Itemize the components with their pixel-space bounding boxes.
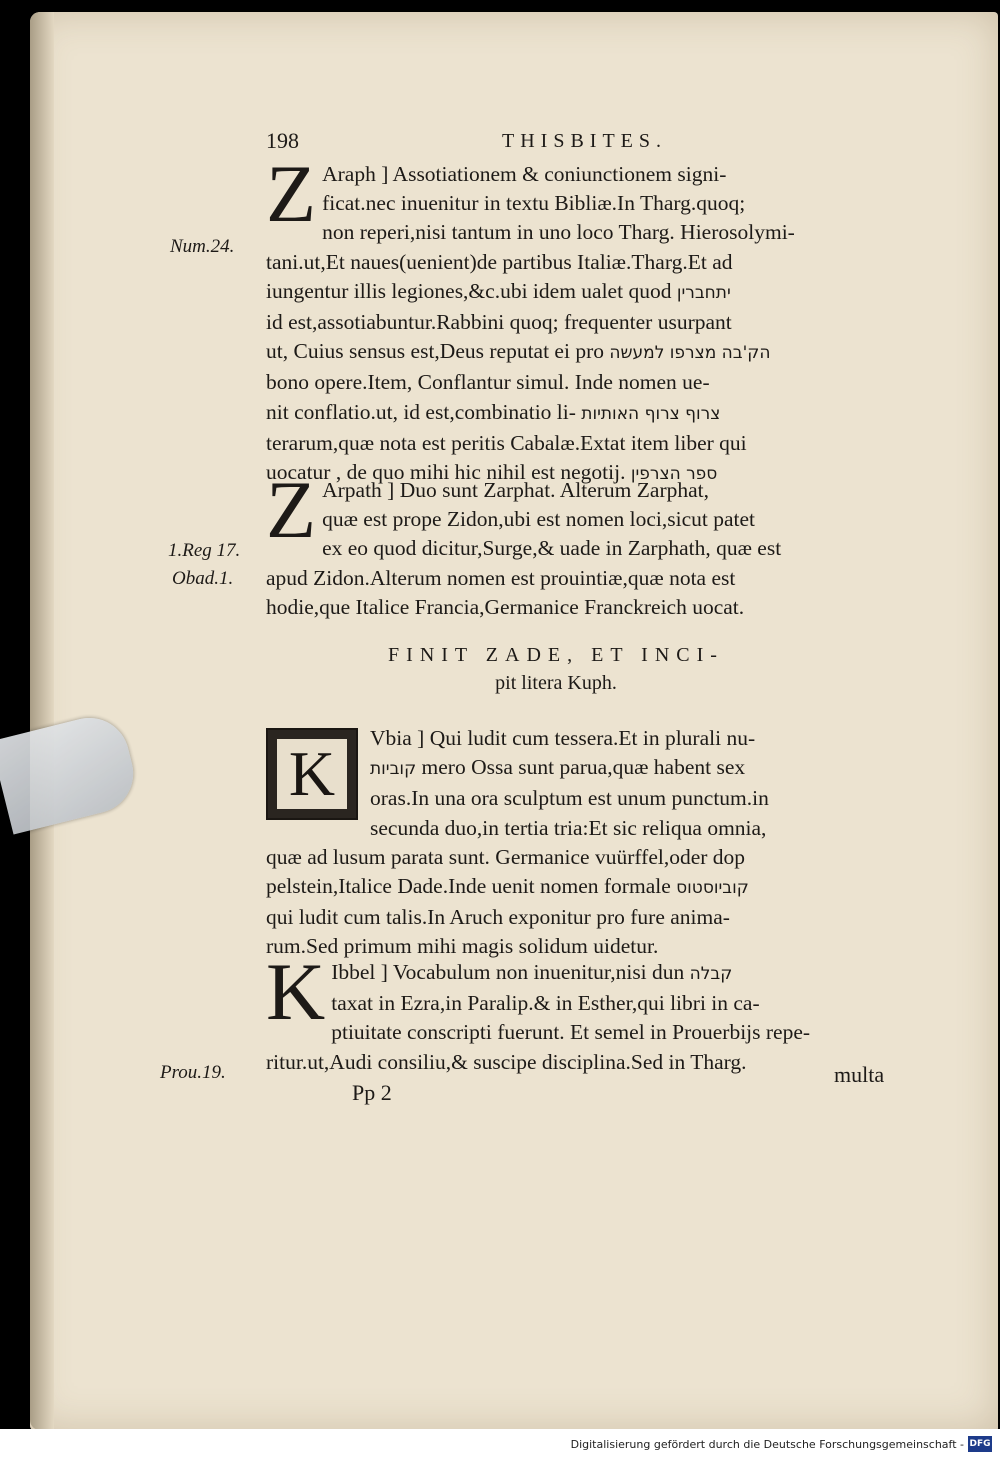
- entry-line: secunda duo,in tertia tria:Et sic reliqua omnia,: [370, 815, 767, 840]
- entry-zaraph: [266, 148, 910, 489]
- hebrew-word: קבלה: [689, 964, 733, 984]
- entry-line: quæ ad lusum parata sunt. Germanice vuürffel,oder dop: [266, 844, 746, 869]
- drop-cap-k: K: [266, 946, 326, 1037]
- hebrew-word: צרוף: [685, 403, 721, 424]
- page-number: 198: [266, 128, 299, 153]
- entry-line: Arpath ] Duo sunt Zarphat. Alterum Zarphat,: [322, 478, 709, 502]
- ornamental-initial-k: [266, 728, 358, 820]
- entry-text: pelstein,Italice Dade.Inde uenit nomen formale: [266, 874, 671, 899]
- entry-text: mero Ossa sunt parua,quæ habent sex: [421, 755, 746, 780]
- entry-line: rum.Sed primum mihi magis solidum uidetur.: [266, 934, 659, 959]
- entry-line: ritur.ut,Audi consiliu,& suscipe disciplina.Sed in Tharg.: [266, 1049, 747, 1074]
- entry-line: non reperi,nisi tantum in uno loco Tharg. Hierosolymi-: [322, 220, 795, 245]
- entry-line: [266, 398, 910, 429]
- section-heading-line2: pit litera Kuph.: [495, 672, 617, 694]
- entry-text: uocatur , de quo mihi hic nihil est negotij.: [266, 460, 626, 485]
- hebrew-word: קוביוסטוס: [676, 878, 749, 899]
- entry-line: tani.ut,Et naues(uenient)de partibus Italiæ.Tharg.Et ad: [266, 249, 733, 274]
- entry-line: apud Zidon.Alterum nomen est prouintiæ,quæ nota est: [266, 565, 736, 590]
- catchword: multa: [834, 1062, 885, 1087]
- section-heading-line1: FINIT ZADE, ET INCI-: [388, 644, 724, 666]
- entry-kubia: [266, 724, 910, 962]
- entry-line: [266, 958, 910, 989]
- entry-line: quæ est prope Zidon,ubi est nomen loci,sicut patet: [322, 507, 756, 532]
- signature-mark: Pp 2: [352, 1080, 392, 1105]
- margin-note-num24: Num.24.: [170, 236, 235, 257]
- entry-line: ficat.nec inuenitur in textu Bibliæ.In Tharg.quoq;: [322, 191, 746, 216]
- entry-line: [266, 872, 910, 903]
- margin-note-obad1: Obad.1.: [172, 568, 234, 589]
- entry-line: [266, 277, 910, 308]
- hebrew-word: הק'בה מצרפו למעשה: [609, 343, 771, 364]
- entry-line: [266, 337, 910, 368]
- entry-line: Araph ] Assotiationem & coniunctionem signi-: [322, 162, 727, 186]
- entry-line: Vbia ] Qui ludit cum tessera.Et in plurali nu-: [370, 726, 756, 750]
- entry-line: bono opere.Item, Conflantur simul. Inde nomen ue-: [266, 370, 710, 395]
- margin-note-prou19: Prou.19.: [160, 1062, 226, 1083]
- margin-note-reg17: 1.Reg 17.: [168, 540, 241, 561]
- drop-cap-z: Z: [266, 148, 317, 239]
- entry-text: Ibbel ] Vocabulum non inuenitur,nisi dun: [331, 960, 685, 984]
- entry-line: ex eo quod dicitur,Surge,& uade in Zarphath, quæ est: [322, 536, 782, 561]
- initial-letter: K: [277, 739, 347, 809]
- entry-line: ptiuitate conscripti fuerunt. Et semel in Prouerbijs repe-: [331, 1020, 811, 1045]
- entry-line: hodie,que Italice Francia,Germanice Franckreich uocat.: [266, 594, 745, 619]
- hebrew-word: קוביות: [370, 759, 417, 780]
- dfg-logo: DFG: [968, 1436, 992, 1452]
- entry-text: iungentur illis legiones,&c.ubi idem ualet quod: [266, 278, 672, 303]
- entry-text: ut, Cuius sensus est,Deus reputat ei pro: [266, 339, 604, 364]
- running-head: THISBITES.: [502, 130, 667, 152]
- hebrew-word: ספר הצרפין: [630, 464, 718, 485]
- entry-line: terarum,quæ nota est peritis Cabalæ.Extat item liber qui: [266, 430, 747, 455]
- hebrew-word: יתחברין: [676, 282, 731, 303]
- entry-line: taxat in Ezra,in Paralip.& in Esther,qui libri in ca-: [331, 991, 760, 1016]
- page-header: [266, 128, 906, 164]
- digitization-credit: Digitalisierung gefördert durch die Deutsche Forschungsgemeinschaft -: [570, 1438, 964, 1451]
- entry-line: id est,assotiabuntur.Rabbini quoq; frequenter usurpant: [266, 310, 732, 335]
- entry-line: oras.In una ora sculptum est unum punctum.in: [370, 786, 769, 811]
- entry-line: qui ludit cum talis.In Aruch exponitur pro fure anima-: [266, 905, 730, 930]
- page-gutter: [30, 12, 54, 1430]
- hebrew-word: צרוף האותיות: [581, 403, 680, 424]
- entry-text: nit conflatio.ut, id est,combinatio li-: [266, 399, 576, 424]
- entry-line: [266, 753, 910, 784]
- drop-cap-z: Z: [266, 464, 317, 555]
